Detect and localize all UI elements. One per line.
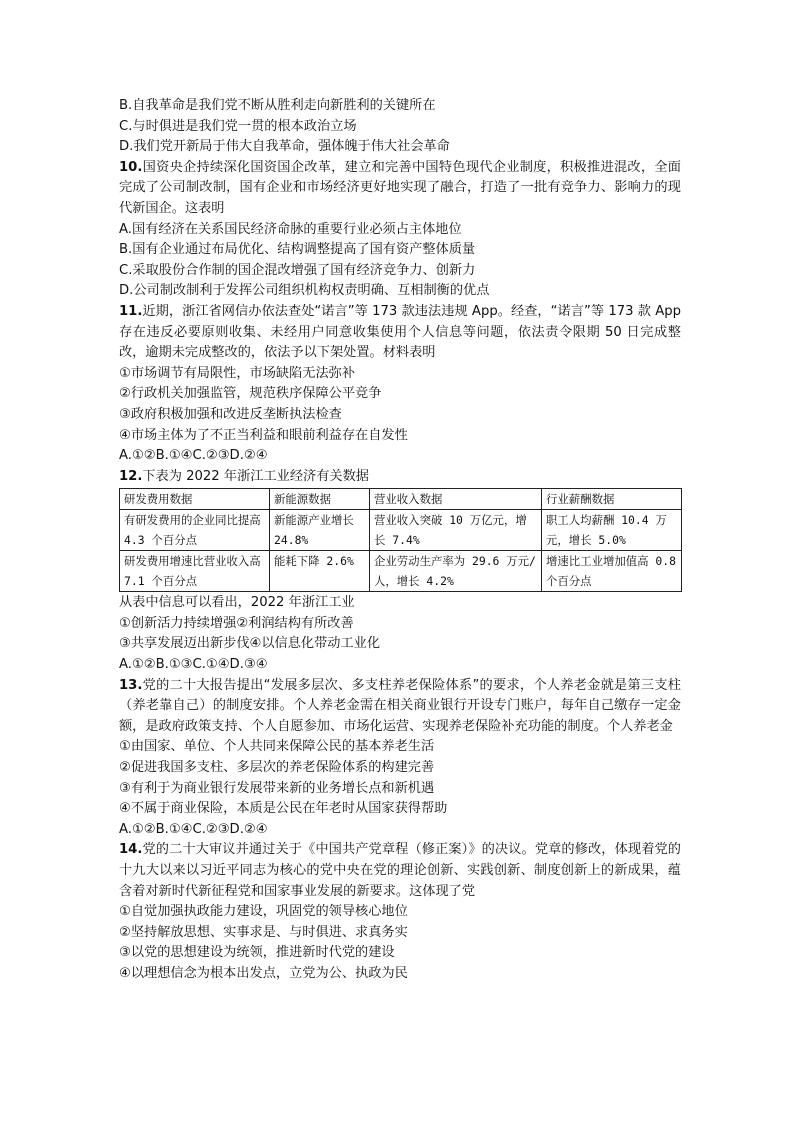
q10-option-d: D.公司制改制利于发挥公司组织机构权责明确、互相制衡的优点 — [119, 283, 490, 299]
table-cell: 职工人均薪酬 10.4 万元，增长 5.0% — [542, 510, 682, 551]
q14-stem-text: 党的二十大审议并通过关于《中国共产党章程（修正案）》的决议。党章的修改，体现着党的十九大以来以习近平同志为核心的党中央在党的理论创新、实践创新、制度创新上的新成果，蕴含着对新时代新征程党和国家事业发展的新要求。这体现了党 — [119, 842, 681, 899]
q12-stem-text: 下表为 2022 年浙江工业经济有关数据 — [142, 468, 369, 484]
q13-number: 13. — [119, 677, 143, 693]
q10-stem — [119, 158, 681, 220]
q9-option-d: D.我们党开新局于伟大自我革命，强体魄于伟大社会革命 — [119, 139, 450, 155]
q13-choices: A.①②B.①④C.②③D.②④ — [119, 821, 268, 837]
q14-number: 14. — [119, 842, 143, 858]
table-header-row — [120, 489, 682, 510]
q12-items-line-1: ①创新活力持续增强②利润结构有所改善 — [119, 615, 354, 631]
q12-choices: A.①②B.①③C.①④D.③④ — [119, 657, 268, 673]
q11-item-4: ④市场主体为了不正当利益和眼前利益存在自发性 — [119, 427, 408, 443]
q10-stem-text: 国资央企持续深化国资国企改革，建立和完善中国特色现代企业制度，积极推进混改，全面完成了公司制改制，国有企业和市场经济更好地实现了融合，打造了一批有竞争力、影响力的现代新国企。这表明 — [119, 159, 681, 216]
q14-item-3: ③以党的思想建设为统领，推进新时代党的建设 — [119, 945, 395, 961]
q13-stem — [119, 676, 681, 738]
q12-number: 12. — [119, 468, 143, 484]
q9-option-c: C.与时俱进是我们党一贯的根本政治立场 — [119, 118, 357, 134]
q14-item-2: ②坚持解放思想、实事求是、与时俱进、求真务实 — [119, 924, 408, 940]
q11-choices: A.①②B.①④C.②③D.②④ — [119, 448, 268, 464]
table-cell: 增速比工业增加值高 0.8 个百分点 — [542, 551, 682, 592]
q11-item-2: ②行政机关加强监管，规范秩序保障公平竞争 — [119, 386, 382, 402]
q10-option-a: A.国有经济在关系国民经济命脉的重要行业必须占主体地位 — [119, 221, 462, 237]
q11-item-3: ③政府积极加强和改进反垄断执法检查 — [119, 406, 342, 422]
q14-stem — [119, 840, 681, 902]
q13-item-3: ③有利于为商业银行发展带来新的业务增长点和新机遇 — [119, 780, 435, 796]
q12-data-table — [119, 488, 682, 592]
q10-number: 10. — [119, 159, 143, 175]
table-cell: 企业劳动生产率为 29.6 万元/人，增长 4.2% — [370, 551, 542, 592]
q10-option-c: C.采取股份合作制的国企混改增强了国有经济竞争力、创新力 — [119, 262, 476, 278]
q12-items-line-2: ③共享发展迈出新步伐④以信息化带动工业化 — [119, 636, 381, 652]
table-header-cell: 研发费用数据 — [120, 489, 270, 510]
q11-stem-text: 近期，浙江省网信办依法查处“诺言”等 173 款违法违规 App。经查，“诺言”等 173 款 App 存在违反必要原则收集、未经用户同意收集使用个人信息等问题，依法责令限期 50 日完成整改，逾期未完成整改的，依法予以下架处置。材料表明 — [119, 303, 681, 361]
q10-option-b: B.国有企业通过布局优化、结构调整提高了国有资产整体质量 — [119, 242, 476, 258]
q12-follow-up: 从表中信息可以看出，2022 年浙江工业 — [119, 595, 355, 611]
q13-item-2: ②促进我国多支柱、多层次的养老保险体系的构建完善 — [119, 760, 435, 776]
table-row — [120, 510, 682, 551]
q12-stem — [119, 467, 681, 488]
table-cell: 新能源产业增长 24.8% — [270, 510, 370, 551]
q13-stem-text: 党的二十大报告提出“发展多层次、多支柱养老保险体系”的要求，个人养老金就是第三支柱（养老靠自己）的制度安排。个人养老金需在相关商业银行开设专门账户，每年自己缴存一定金额，是政府政策支持、个人自愿参加、市场化运营、实现养老保险补充功能的制度。个人养老金 — [119, 677, 681, 734]
q13-item-4: ④不属于商业保险，本质是公民在年老时从国家获得帮助 — [119, 801, 448, 817]
table-cell: 营业收入突破 10 万亿元，增长 7.4% — [370, 510, 542, 551]
q9-option-b: B.自我革命是我们党不断从胜利走向新胜利的关键所在 — [119, 98, 436, 113]
q11-number: 11. — [119, 303, 143, 319]
table-header-cell: 新能源数据 — [270, 489, 370, 510]
table-row — [120, 551, 682, 592]
table-header-cell: 行业薪酬数据 — [542, 489, 682, 510]
exam-page — [119, 96, 681, 985]
q14-item-1: ①自觉加强执政能力建设，巩固党的领导核心地位 — [119, 904, 408, 920]
q11-item-1: ①市场调节有局限性，市场缺陷无法弥补 — [119, 365, 356, 381]
table-header-cell: 营业收入数据 — [370, 489, 542, 510]
table-cell: 有研发费用的企业同比提高 4.3 个百分点 — [120, 510, 270, 551]
table-cell: 研发费用增速比营业收入高 7.1 个百分点 — [120, 551, 270, 592]
q13-item-1: ①由国家、单位、个人共同来保障公民的基本养老生活 — [119, 739, 435, 755]
q11-stem — [119, 302, 681, 364]
q14-item-4: ④以理想信念为根本出发点，立党为公、执政为民 — [119, 965, 408, 981]
table-cell: 能耗下降 2.6% — [270, 551, 370, 592]
